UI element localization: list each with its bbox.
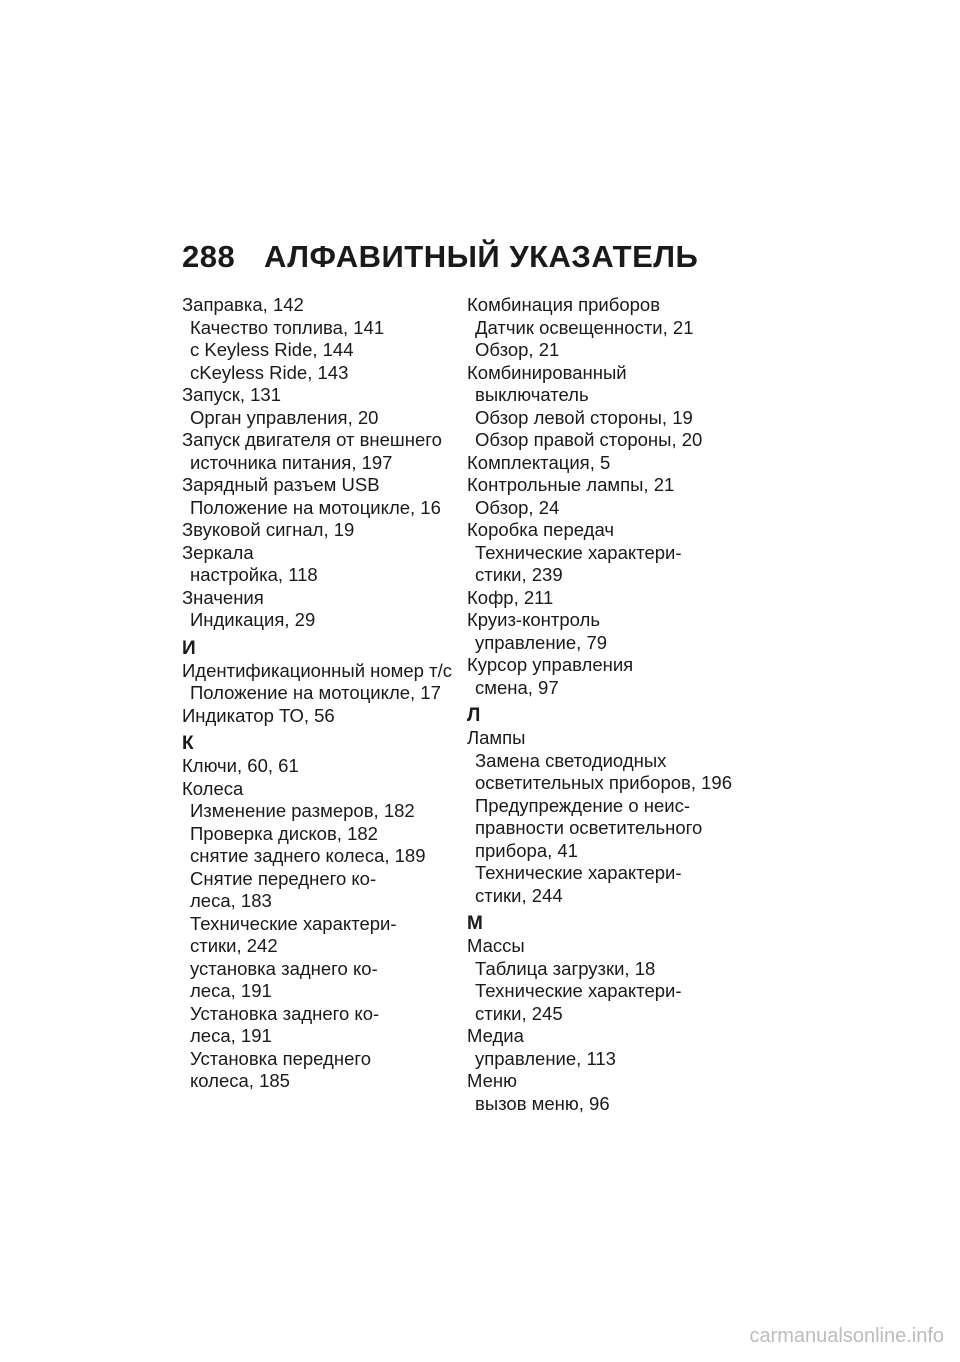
index-subentry: Технические характери- xyxy=(190,912,397,934)
index-subentry: Проверка дисков, 182 xyxy=(190,822,378,844)
index-subentry: cKeyless Ride, 143 xyxy=(190,361,349,383)
index-subentry: Индикация, 29 xyxy=(190,609,316,630)
index-subentry: смена, 97 xyxy=(475,676,559,698)
index-subentry: управление, 113 xyxy=(475,1047,616,1069)
index-subentry: Обзор, 21 xyxy=(475,339,560,360)
index-entry: Комбинированный xyxy=(467,361,627,383)
index-entry: Заправка, 142 xyxy=(182,294,304,315)
index-subentry: Обзор правой стороны, 20 xyxy=(475,429,703,450)
index-subentry: Положение на мотоцикле, 16 xyxy=(190,496,441,518)
page-title: АЛФАВИТНЫЙ УКАЗАТЕЛЬ xyxy=(264,239,699,274)
index-subentry: Замена светодиодных xyxy=(475,749,667,771)
index-entry: Запуск, 131 xyxy=(182,384,282,405)
index-subentry: прибора, 41 xyxy=(475,839,578,861)
index-entry: Зарядный разъем USB xyxy=(182,474,380,495)
index-column-left xyxy=(182,294,462,1093)
section-letter: И xyxy=(182,637,196,659)
index-entry: Ключи, 60, 61 xyxy=(182,755,299,776)
page-number: 288 xyxy=(182,239,236,274)
index-subentry: Таблица загрузки, 18 xyxy=(475,957,656,979)
index-subentry: леса, 191 xyxy=(190,980,272,1001)
index-entry: Значения xyxy=(182,586,264,608)
index-subentry: колеса, 185 xyxy=(190,1070,290,1091)
index-column-right xyxy=(467,294,747,1115)
index-subentry: Снятие переднего ко- xyxy=(190,867,377,889)
index-entry: Идентификационный номер т/с xyxy=(182,659,452,681)
index-entry: Зеркала xyxy=(182,541,254,563)
index-subentry: Положение на мотоцикле, 17 xyxy=(190,682,441,703)
index-subentry: стики, 242 xyxy=(190,935,278,956)
index-entry: Контрольные лампы, 21 xyxy=(467,474,675,495)
index-subentry: леса, 183 xyxy=(190,890,272,911)
index-entry: Курсор управления xyxy=(467,654,634,675)
index-entry: Коробка передач xyxy=(467,519,614,540)
index-entry: Меню xyxy=(467,1070,517,1091)
index-subentry: стики, 239 xyxy=(475,564,563,585)
index-subentry: Изменение размеров, 182 xyxy=(190,800,415,821)
index-entry: Звуковой сигнал, 19 xyxy=(182,519,355,540)
index-entry: Комбинация приборов xyxy=(467,294,661,315)
index-entry: Кофр, 211 xyxy=(467,586,554,608)
index-subentry: Технические характери- xyxy=(475,541,682,563)
index-entry: Колеса xyxy=(182,777,244,799)
index-subentry: Технические характери- xyxy=(475,862,682,883)
index-subentry: Качество топлива, 141 xyxy=(190,316,385,338)
index-subentry: Обзор, 24 xyxy=(475,496,560,518)
index-subentry: вызов меню, 96 xyxy=(475,1092,610,1114)
index-subentry: Установка переднего xyxy=(190,1047,371,1069)
watermark: carmanualsonline.info xyxy=(749,1325,944,1347)
index-subentry: стики, 245 xyxy=(475,1002,563,1024)
index-entry: Индикатор ТО, 56 xyxy=(182,704,335,726)
section-letter: М xyxy=(467,913,483,934)
index-entry: Массы xyxy=(467,935,525,956)
index-subentry: Предупреждение о неис- xyxy=(475,794,691,816)
index-subentry: Орган управления, 20 xyxy=(190,406,379,428)
index-subentry: леса, 191 xyxy=(190,1025,272,1046)
index-entry: Комплектация, 5 xyxy=(467,451,611,473)
index-subentry: снятие заднего колеса, 189 xyxy=(190,845,426,866)
index-subentry: управление, 79 xyxy=(475,631,608,653)
index-entry: Медиа xyxy=(467,1025,524,1046)
index-subentry: настройка, 118 xyxy=(190,564,318,585)
index-subentry: Технические характери- xyxy=(475,980,682,1001)
index-subentry: источника питания, 197 xyxy=(190,451,393,473)
index-subentry: Датчик освещенности, 21 xyxy=(475,316,694,338)
index-subentry: правности осветительного xyxy=(475,817,703,838)
page-header xyxy=(182,239,698,283)
index-entry: Запуск двигателя от внешнего xyxy=(182,429,442,450)
index-subentry: установка заднего ко- xyxy=(190,957,378,979)
index-entry: Круиз-контроль xyxy=(467,609,600,630)
index-subentry: выключатель xyxy=(475,384,589,405)
index-subentry: стики, 244 xyxy=(475,884,563,906)
index-entry: Лампы xyxy=(467,727,526,748)
index-subentry: осветительных приборов, 196 xyxy=(475,772,732,793)
section-letter: К xyxy=(182,733,194,754)
section-letter: Л xyxy=(467,705,481,726)
index-subentry: с Keyless Ride, 144 xyxy=(190,339,354,360)
index-subentry: Установка заднего ко- xyxy=(190,1002,380,1024)
index-subentry: Обзор левой стороны, 19 xyxy=(475,406,693,428)
